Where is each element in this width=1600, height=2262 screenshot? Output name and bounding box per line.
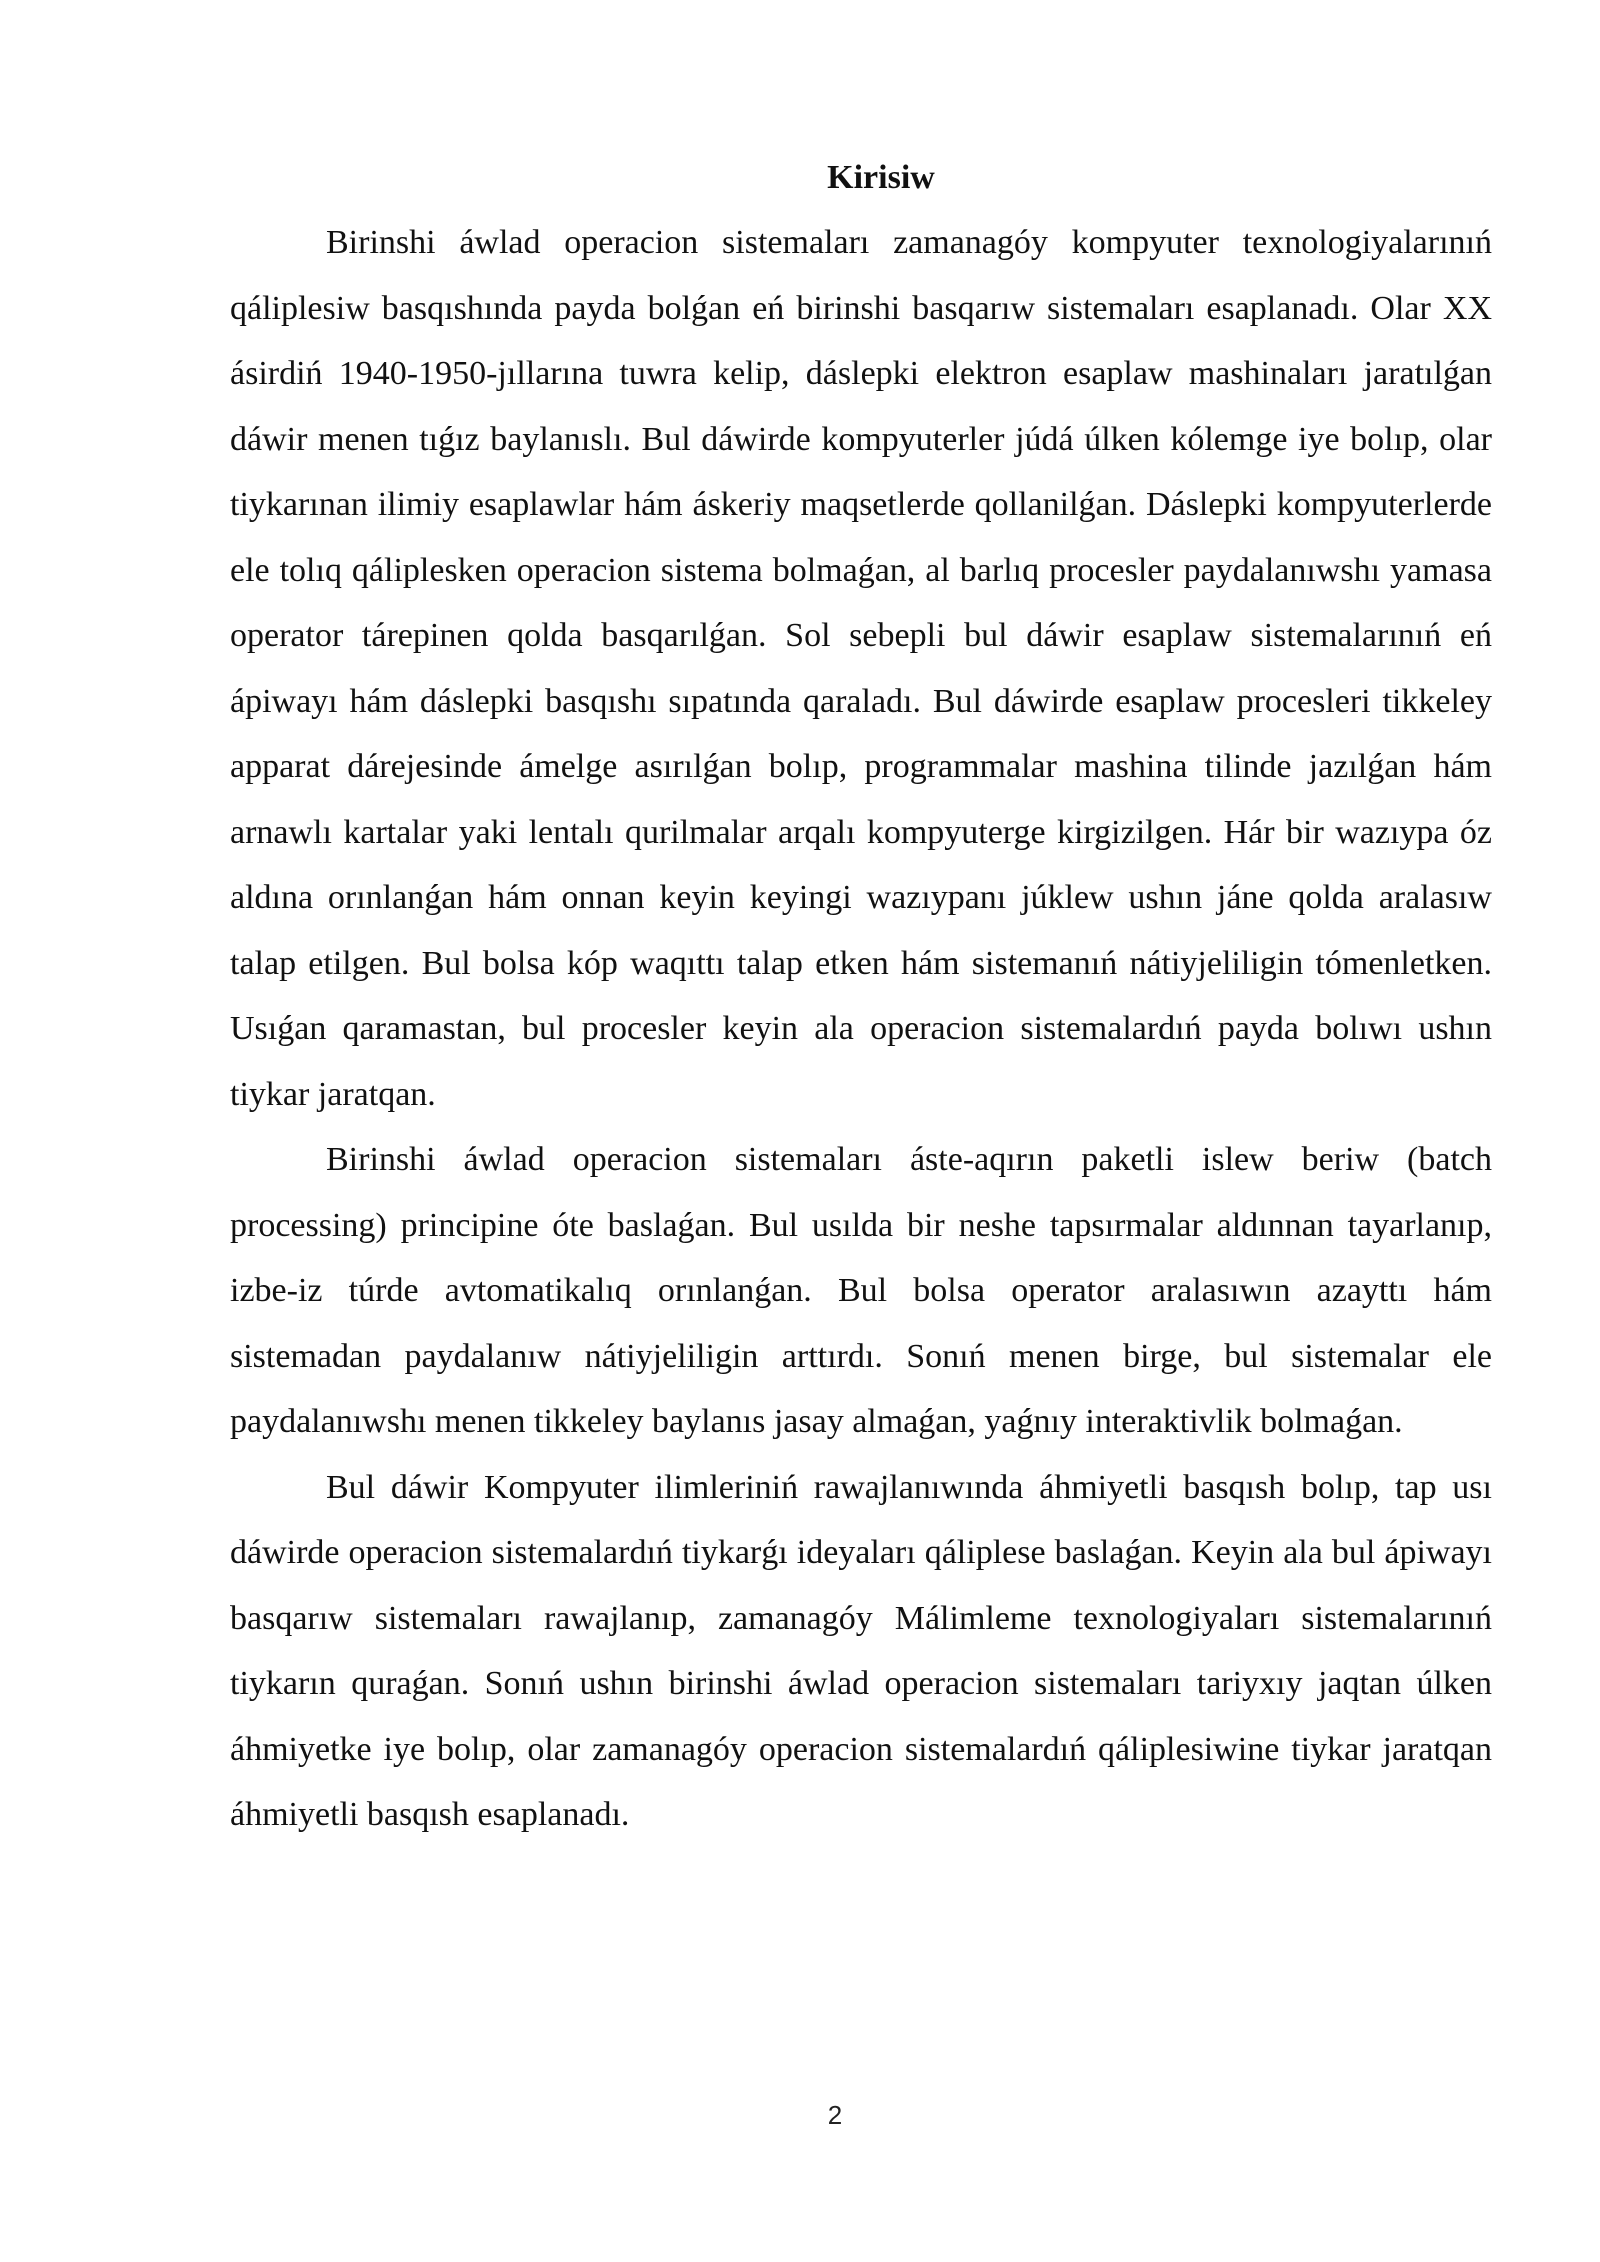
paragraph-1: Birinshi áwlad operacion sistemaları zamanagóy kompyuter texnologiyalarınıń qáliplesiw basqıshında payda bolǵan eń birinshi basqarıw sistemaları esaplanadı. Olar XX ásirdiń 1940-1950-jıllarına tuwra kelip, dáslepki elektron esaplaw mashinaları jaratılǵan dáwir menen tıǵız baylanıslı. Bul dáwirde kompyuterler júdá úlken kólemge iye bolıp, olar tiykarınan ilimiy esaplawlar hám áskeriy maqsetlerde qollanilǵan. Dáslepki kompyuterlerde ele tolıq qáliplesken operacion sistema bolmaǵan, al barlıq procesler paydalanıwshı yamasa operator tárepinen qolda basqarılǵan. Sol sebepli bul dáwir esaplaw sistemalarınıń eń ápiwayı hám dáslepki basqıshı sıpatında qaraladı. Bul dáwirde esaplaw procesleri tikkeley apparat dárejesinde ámelge asırılǵan bolıp, programmalar mashina tilinde jazılǵan hám arnawlı kartalar yaki lentalı qurilmalar arqalı kompyuterge kirgizilgen. Hár bir wazıypa óz aldına orınlanǵan hám onnan keyin keyingi wazıypanı júklew ushın jáne qolda aralasıw talap etilgen. Bul bolsa kóp waqıttı talap etken hám sistemanıń nátiyjeliligin tómenletken. Usıǵan qaramastan, bul procesler keyin ala operacion sistemalardıń payda bolıwı ushın tiykar jaratqan. <box>230 224 1492 1113</box>
paragraph-2: Birinshi áwlad operacion sistemaları áste-aqırın paketli islew beriw (batch processing) principine óte baslaǵan. Bul usılda bir neshe tapsırmalar aldınnan tayarlanıp, izbe-iz túrde avtomatikalıq orınlanǵan. Bul bolsa operator aralasıwın azayttı hám sistemadan paydalanıw nátiyjeliligin arttırdı. Sonıń menen birge, bul sistemalar ele paydalanıwshı menen tikkeley baylanıs jasay almaǵan, yaǵnıy interaktivlik bolmaǵan. <box>230 1141 1492 1440</box>
paragraph-3: Bul dáwir Kompyuter ilimleriniń rawajlanıwında áhmiyetli basqısh bolıp, tap usı dáwirde operacion sistemalardıń tiykarǵı ideyaları qáliplese baslaǵan. Keyin ala bul ápiwayı basqarıw sistemaları rawajlanıp, zamanagóy Málimleme texnologiyaları sistemalarınıń tiykarın quraǵan. Sonıń ushın birinshi áwlad operacion sistemaları tariyxıy jaqtan úlken áhmiyetke iye bolıp, olar zamanagóy operacion sistemalardıń qáliplesiwine tiykar jaratqan áhmiyetli basqısh esaplanadı. <box>230 1468 1492 1833</box>
page-number: 2 <box>827 2100 843 2130</box>
page-content <box>230 150 1492 1848</box>
section-title: Kirisiw <box>827 159 935 196</box>
